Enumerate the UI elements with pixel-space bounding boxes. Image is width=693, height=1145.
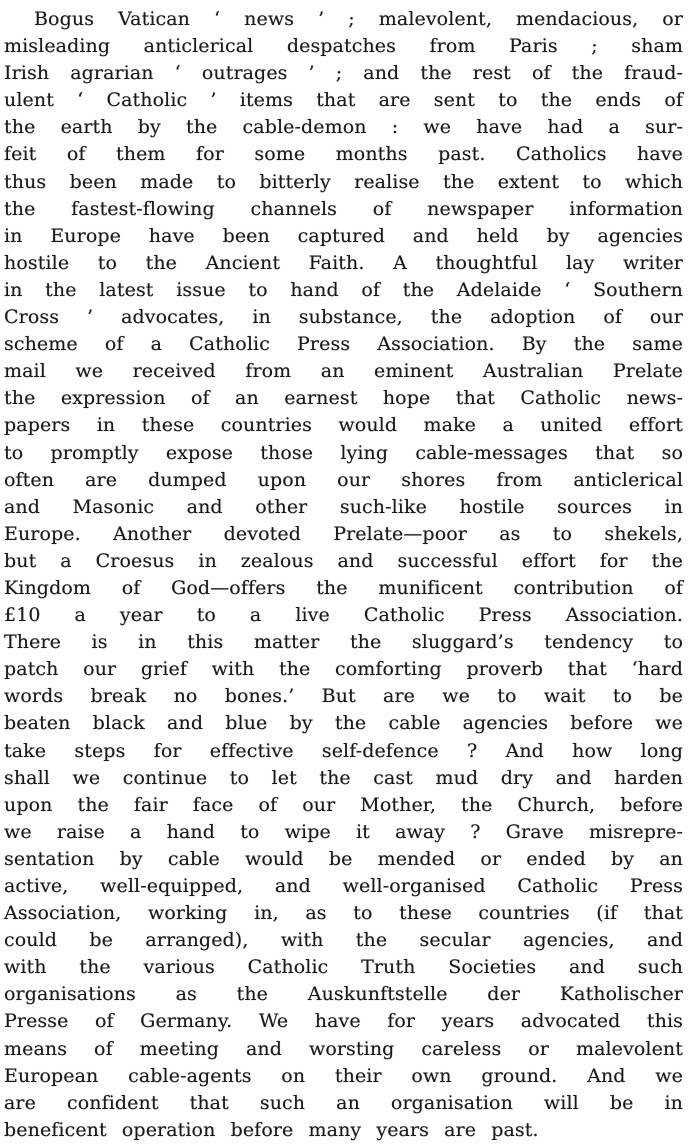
text-line: words break no bones.’ But are we to wait to be [4,685,683,708]
text-line: £10 a year to a live Catholic Press Association. [4,604,683,627]
text-line: in Europe have been captured and held by agencies [4,224,683,247]
text-line: misleading anticlerical despatches from Paris ; sham [4,35,683,58]
text-line: in the latest issue to hand of the Adelaide ‘ Southern [4,278,683,301]
text-line: Irish agrarian ‘ outrages ’ ; and the rest of the fraud- [4,62,683,85]
text-line: Europe. Another devoted Prelate—poor as to shekels, [4,522,683,545]
text-line: Association, working in, as to these countries (if that [4,902,683,925]
text-line: often are dumped upon our shores from anticlerical [4,468,683,491]
text-line: the earth by the cable-demon : we have had a sur- [4,116,683,139]
text-line: to promptly expose those lying cable-messages that so [4,441,683,464]
text-line: beaten black and blue by the cable agencies before we [4,712,683,735]
text-line: hostile to the Ancient Faith. A thoughtful lay writer [4,251,683,274]
text-line: European cable-agents on their own ground. And we [4,1064,683,1087]
text-line: Bogus Vatican ‘ news ’ ; malevolent, mendacious, or [34,8,683,30]
text-line: thus been made to bitterly realise the extent to which [4,170,683,193]
text-line: shall we continue to let the cast mud dry and harden [4,766,683,789]
text-line: organisations as the Auskunftstelle der Katholischer [4,983,683,1006]
text-line: could be arranged), with the secular agencies, and [4,929,683,952]
text-line: Kingdom of God—offers the munificent contribution of [4,576,683,599]
text-line: Presse of Germany. We have for years advocated this [4,1010,683,1033]
text-line: with the various Catholic Truth Societies and such [4,956,683,979]
text-line: Cross ’ advocates, in substance, the adoption of our [4,306,683,329]
text-line: are confident that such an organisation will be in [4,1091,683,1114]
text-line: papers in these countries would make a united effort [4,414,683,437]
text-line: mail we received from an eminent Australian Prelate [4,360,683,383]
text-line: the expression of an earnest hope that Catholic news- [4,387,683,410]
text-line: upon the fair face of our Mother, the Church, before [4,793,683,816]
text-line: beneficent operation before many years are past. [4,1118,539,1141]
text-line: but a Croesus in zealous and successful effort for the [4,549,683,572]
text-line: feit of them for some months past. Catholics have [4,143,683,166]
text-line: scheme of a Catholic Press Association. By the same [4,333,683,356]
text-line: There is in this matter the sluggard’s tendency to [4,631,683,654]
text-line: active, well-equipped, and well-organised Catholic Press [4,875,683,897]
text-line: sentation by cable would be mended or ended by an [4,847,683,870]
text-line: take steps for effective self-defence ? And how long [4,739,683,762]
text-line: and Masonic and other such-like hostile sources in [4,495,683,518]
text-line: we raise a hand to wipe it away ? Grave misrepre- [4,820,683,843]
text-line: ulent ‘ Catholic ’ items that are sent to the ends of [4,89,683,112]
text-line: patch our grief with the comforting proverb that ‘hard [4,658,683,681]
text-line: the fastest-flowing channels of newspaper information [4,197,683,220]
text-line: means of meeting and worsting careless or malevolent [4,1037,683,1060]
